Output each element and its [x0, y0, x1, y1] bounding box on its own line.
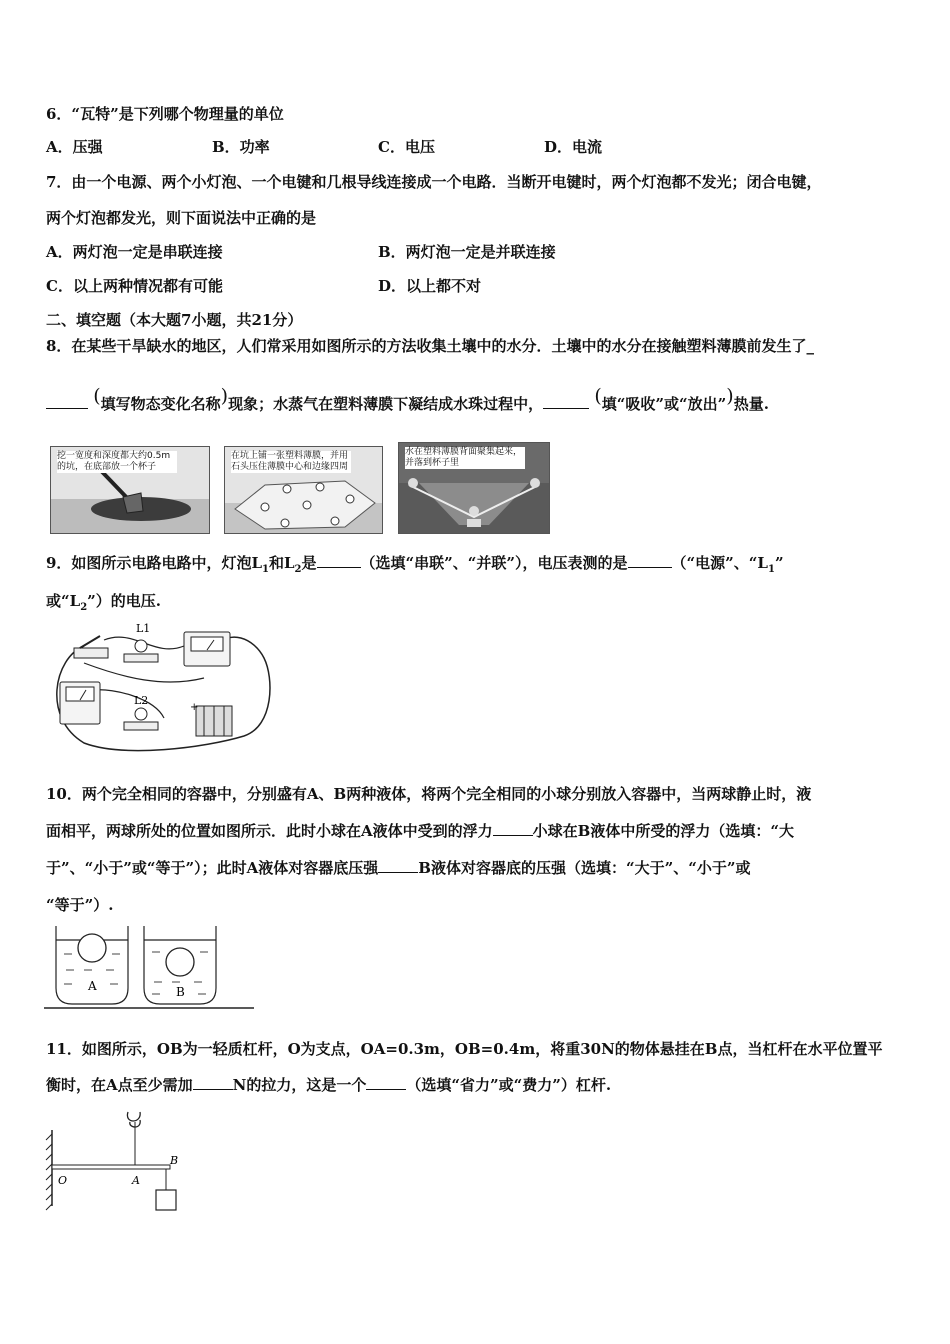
ball-a — [78, 934, 106, 962]
lever-bar — [52, 1165, 170, 1169]
bulb-l2-icon — [135, 708, 147, 720]
q7-option-d: D．以上都不对 — [378, 277, 482, 295]
q10-stem-line2 — [46, 820, 794, 841]
q8-panel1-caption: 挖一宽度和深度都大约0.5m的坑，在底部放一个杯子 — [57, 451, 177, 473]
q6-option-d: D．电流 — [544, 138, 603, 156]
q8-panel3-caption: 水在塑料薄膜背面聚集起来，并落到杯子里 — [405, 447, 525, 469]
q9-blank-2[interactable] — [628, 567, 672, 568]
q9-circuit-diagram — [44, 618, 274, 758]
q9-stem-line2 — [46, 590, 161, 613]
q10-stem-line4: “等于”）. — [46, 896, 114, 914]
q8-stem-line1: 8．在某些干旱缺水的地区，人们常采用如图所示的方法收集土壤中的水分．土壤中的水分在接触塑料薄膜前发生了_ — [46, 337, 814, 355]
q11-stem-line2 — [46, 1074, 611, 1095]
q8-hint2: 填“吸收”或“放出” — [601, 395, 727, 413]
label-l1: L1 — [136, 622, 151, 635]
q10-stem-line1: 10．两个完全相同的容器中，分别盛有A、B两种液体，将两个完全相同的小球分别放入容器中，当两球静止时，液 — [46, 785, 812, 803]
section-heading: 二、填空题（本大题7小题，共21分） — [46, 311, 303, 329]
q8-panel-dig — [50, 446, 210, 534]
q10-blank-1[interactable] — [493, 835, 533, 836]
q9-text-3: 是 — [301, 554, 317, 572]
q10-text-2a: 面相平，两球所处的位置如图所示．此时小球在A液体中受到的浮力 — [46, 822, 493, 840]
q11-blank-2[interactable] — [366, 1089, 406, 1090]
q6-option-c: C．电压 — [378, 138, 435, 156]
q9-text-2: 和L — [268, 554, 295, 572]
weight-box — [156, 1190, 176, 1210]
q7-stem-line2: 两个灯泡都发光，则下面说法中正确的是 — [46, 209, 317, 227]
q7-stem-line1: 7．由一个电源、两个小灯泡、一个电键和几根导线连接成一个电路．当断开电键时，两个灯泡都不发光；闭合电键， — [46, 173, 822, 191]
q11-stem-line1: 11．如图所示，OB为一轻质杠杆，O为支点，OA=0.3m，OB=0.4m，将重30N的物体悬挂在B点，当杠杆在水平位置平 — [46, 1040, 883, 1058]
q10-containers-figure — [44, 922, 254, 1014]
q8-tail: 热量. — [733, 395, 769, 413]
q9-stem-line1 — [46, 552, 784, 575]
hand-icon — [127, 1112, 140, 1127]
q8-panel2-caption: 在坑上铺一张塑料薄膜，并用石头压住薄膜中心和边缘四周 — [231, 451, 351, 473]
q8-panel-collect — [398, 442, 550, 534]
q10-text-2b: 小球在B液体中所受的浮力（选填：“大 — [532, 822, 794, 840]
label-b: B — [170, 1154, 179, 1167]
q11-text-2a: 衡时，在A点至少需加 — [46, 1076, 193, 1094]
q10-stem-line3 — [46, 857, 750, 878]
q9-text-7: 或“L — [46, 592, 81, 610]
q10-text-3b: B液体对容器底的压强（选填：“大于”、“小于”或 — [418, 859, 751, 877]
label-l2: L2 — [134, 694, 149, 707]
q11-blank-1[interactable] — [193, 1089, 233, 1090]
q9-text-1: 9．如图所示电路电路中，灯泡L — [46, 554, 262, 572]
bulb-l1-icon — [135, 640, 147, 652]
q9-text-6: ” — [774, 554, 784, 572]
q9-text-4: （选填“串联”、“并联”），电压表测的是 — [360, 554, 628, 572]
q7-option-a: A．两灯泡一定是串联连接 — [46, 243, 223, 261]
label-a: A — [88, 979, 97, 993]
q8-panel-film — [224, 446, 383, 534]
q7-option-b: B．两灯泡一定是并联连接 — [378, 243, 556, 261]
q11-text-2c: （选填“省力”或“费力”）杠杆. — [406, 1076, 612, 1094]
q10-text-3a: 于”、“小于”或“等于”）；此时A液体对容器底压强 — [46, 859, 379, 877]
q9-sub-1: 1 — [262, 564, 269, 575]
label-plus: + — [190, 702, 199, 713]
q8-hint1: 填写物态变化名称 — [100, 395, 221, 413]
q8-mid: 现象；水蒸气在塑料薄膜下凝结成水珠过程中， — [228, 395, 544, 413]
q11-lever-diagram — [44, 1108, 194, 1218]
q7-option-c: C．以上两种情况都有可能 — [46, 277, 223, 295]
label-a: A — [132, 1174, 140, 1187]
label-b: B — [176, 985, 185, 999]
q9-sub-2: 2 — [294, 564, 302, 575]
q8-stem-line2: (填写物态变化名称)现象；水蒸气在塑料薄膜下凝结成水珠过程中， (填“吸收”或“放出”)热量. — [46, 392, 769, 414]
q9-text-8: ”）的电压. — [87, 592, 162, 610]
q10-blank-2[interactable] — [378, 872, 418, 873]
label-o: O — [58, 1174, 68, 1187]
q11-text-2b: N的拉力，这是一个 — [232, 1076, 367, 1094]
q9-text-5: （“电源”、“L — [671, 554, 768, 572]
ball-b — [166, 948, 194, 976]
q9-blank-1[interactable] — [317, 567, 361, 568]
q6-stem: 6．“瓦特”是下列哪个物理量的单位 — [46, 105, 284, 123]
q6-option-a: A．压强 — [46, 138, 103, 156]
q6-option-b: B．功率 — [212, 138, 270, 156]
q9-sub-3: 1 — [767, 564, 775, 575]
q9-sub-4: 2 — [80, 602, 88, 613]
switch-icon — [74, 648, 108, 658]
